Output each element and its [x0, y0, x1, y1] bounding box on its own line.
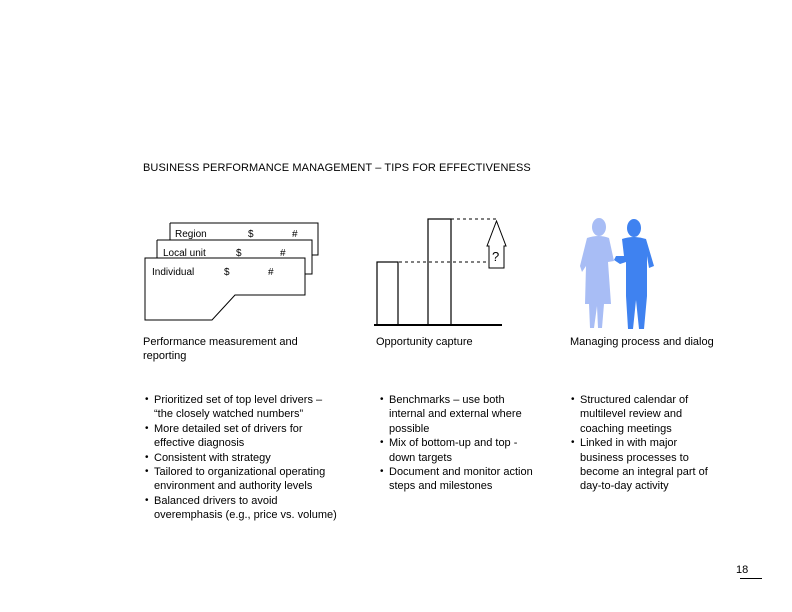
bar-small — [377, 262, 398, 325]
individual-money: $ — [224, 267, 230, 278]
list-item: • Tailored to organizational operating environment and authority levels — [144, 465, 344, 494]
list-item: • Mix of bottom-up and top -down targets — [379, 436, 539, 465]
opportunity-bullets — [379, 393, 539, 494]
list-item: • Balanced drivers to avoid overemphasis (e.g., price vs. volume) — [144, 494, 344, 523]
region-count: # — [292, 229, 298, 240]
list-item: • Benchmarks – use both internal and external where possible — [379, 393, 539, 436]
report-cards-diagram — [140, 218, 325, 330]
page-number: 18 — [736, 564, 749, 576]
bar-large — [428, 219, 451, 325]
page-number-underline — [740, 578, 762, 579]
opportunity-bars-diagram — [372, 214, 507, 329]
individual-label: Individual — [152, 267, 195, 278]
column-heading-opportunity: Opportunity capture — [376, 336, 473, 348]
column-heading-managing: Managing process and dialog — [570, 336, 714, 348]
list-item: • Prioritized set of top level drivers – “the closely watched numbers” — [144, 393, 344, 422]
column-heading-performance: Performance measurement and reporting — [143, 336, 298, 362]
question-mark: ? — [492, 249, 500, 264]
performance-bullets — [144, 393, 344, 523]
person-left — [580, 218, 614, 328]
person-right — [614, 219, 654, 329]
individual-count: # — [268, 267, 274, 278]
list-item: • Structured calendar of multilevel review and coaching meetings — [570, 393, 720, 436]
people-dialog-icon — [578, 216, 660, 332]
gap-arrow-head — [487, 221, 506, 246]
region-label: Region — [175, 229, 207, 240]
local-unit-label: Local unit — [163, 248, 206, 259]
local-unit-count: # — [280, 248, 286, 259]
list-item: • Linked in with major business processes to become an integral part of day-to-day activity — [570, 436, 720, 494]
list-item: • Document and monitor action steps and milestones — [379, 465, 539, 494]
managing-bullets — [570, 393, 720, 494]
list-item: • Consistent with strategy — [144, 451, 344, 465]
list-item: • More detailed set of drivers for effective diagnosis — [144, 422, 344, 451]
local-unit-money: $ — [236, 248, 242, 259]
region-money: $ — [248, 229, 254, 240]
page-title: BUSINESS PERFORMANCE MANAGEMENT – TIPS FOR EFFECTIVENESS — [143, 162, 531, 174]
